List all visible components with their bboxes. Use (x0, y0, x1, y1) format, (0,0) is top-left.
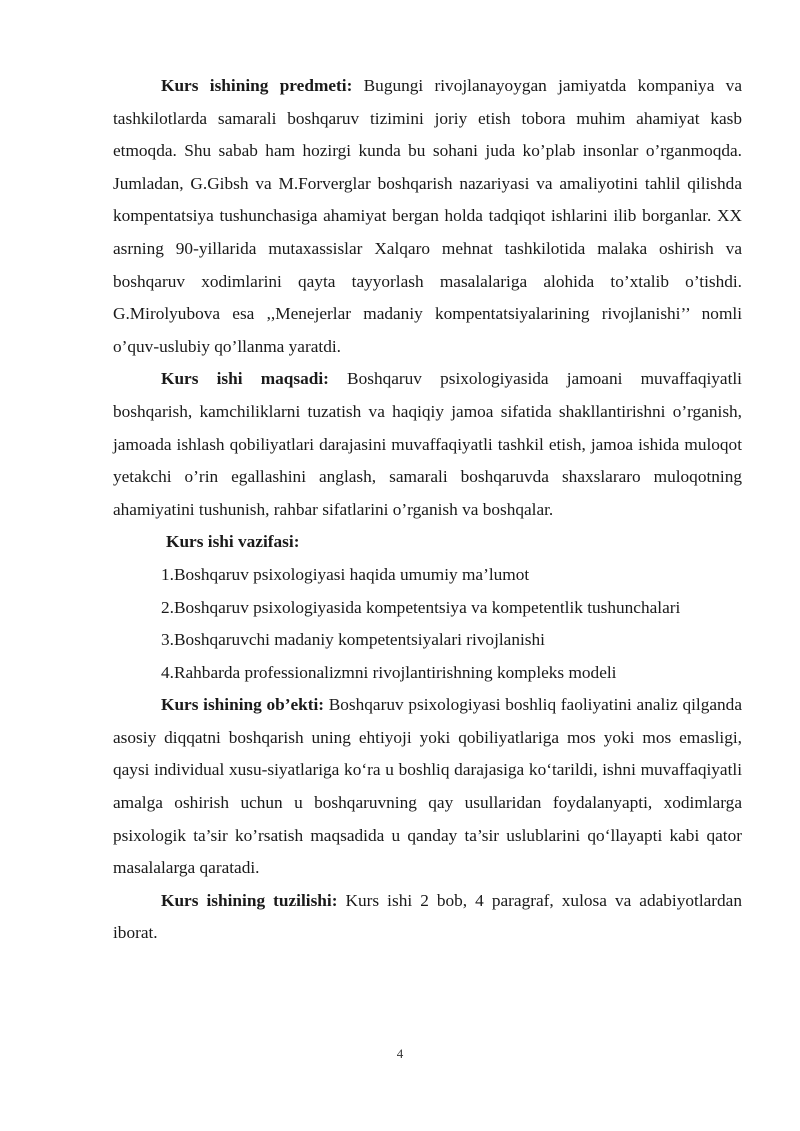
document-body (113, 70, 742, 950)
task-item-3: 3.Boshqaruvchi madaniy kompetentsiyalari rivojlanishi (161, 630, 545, 650)
paragraph-structure-label: Kurs ishining tuzilishi: (161, 890, 338, 910)
tasks-heading: Kurs ishi vazifasi: (166, 532, 300, 552)
task-item-4: 4.Rahbarda professionalizmni rivojlantirishning kompleks modeli (161, 662, 617, 682)
paragraph-object-text: Boshqaruv psixologiyasi boshliq faoliyatini analiz qilganda asosiy diqqatni boshqarish uning ehtiyoji yoki qobiliyatlariga mos yoki mos emasligi, qaysi individual xusu-siyatlariga ko‘ra u boshliq darajasiga ko‘tarildi, ishni muvaffaqiyatli amalga oshirish uchun u boshqaruvning qay usullaridan foydalanyapti, xodimlarga psixologik ta’sir ko’rsatish maqsadida u qanday ta’sir uslublarini qo‘llayapti kabi qator masalalarga qaratadi. (113, 695, 742, 878)
paragraph-subject (113, 70, 742, 363)
page-number: 4 (396, 1046, 404, 1061)
paragraph-structure (113, 885, 742, 950)
task-item-1: 1.Boshqaruv psixologiyasi haqida umumiy ma’lumot (161, 564, 530, 584)
paragraph-structure-text: Kurs ishi 2 bob, 4 paragraf, xulosa va adabiyotlardan iborat. (113, 890, 742, 943)
paragraph-goal-text: Boshqaruv psixologiyasida jamoani muvaffaqiyatli boshqarish, kamchiliklarni tuzatish va haqiqiy jamoa sifatida shakllantirishni o’rganish, jamoada ishlash qobiliyatlari darajasini muvaffaqiyatli tashkil etish, jamoa ishida muloqot yetakchi o’rin egallashini anglash, samarali boshqaruvda shaxslararo muloqotning ahamiyatini tushunish, rahbar sifatlarini o’rganish va boshqalar. (113, 369, 742, 519)
task-item-2: 2.Boshqaruv psixologiyasida kompetentsiya va kompetentlik tushunchalari (161, 597, 681, 617)
paragraph-object (113, 689, 742, 885)
paragraph-goal (113, 363, 742, 526)
paragraph-goal-label: Kurs ishi maqsadi: (161, 369, 329, 389)
paragraph-subject-text: Bugungi rivojlanayoygan jamiyatda kompaniya va tashkilotlarda samarali boshqaruv tizimini joriy etish tobora muhim ahamiyat kasb etmoqda. Shu sabab ham hozirgi kunda bu sohani juda ko’plab insonlar o’rganmoqda. Jumladan, G.Gibsh va M.Forverglar boshqarish nazariyasi va amaliyotini tahlil qilishda kompentatsiya tushunchasiga ahamiyat bergan holda tadqiqot ishlarini ilib borganlar. XX asrning 90-yillarida mutaxassislar Xalqaro mehnat tashkilotida malaka oshirish va boshqaruv xodimlarini qayta tayyorlash masalalariga alohida to’xtalib o’tishdi. G.Mirolyubova esa ,,Menejerlar madaniy kompentatsiyalarining rivojlanishi’’ nomli o’quv-uslubiy qo’llanma yaratdi. (113, 76, 742, 356)
paragraph-subject-label: Kurs ishining predmeti: (161, 76, 353, 95)
paragraph-object-label: Kurs ishining ob’ekti: (161, 695, 325, 715)
